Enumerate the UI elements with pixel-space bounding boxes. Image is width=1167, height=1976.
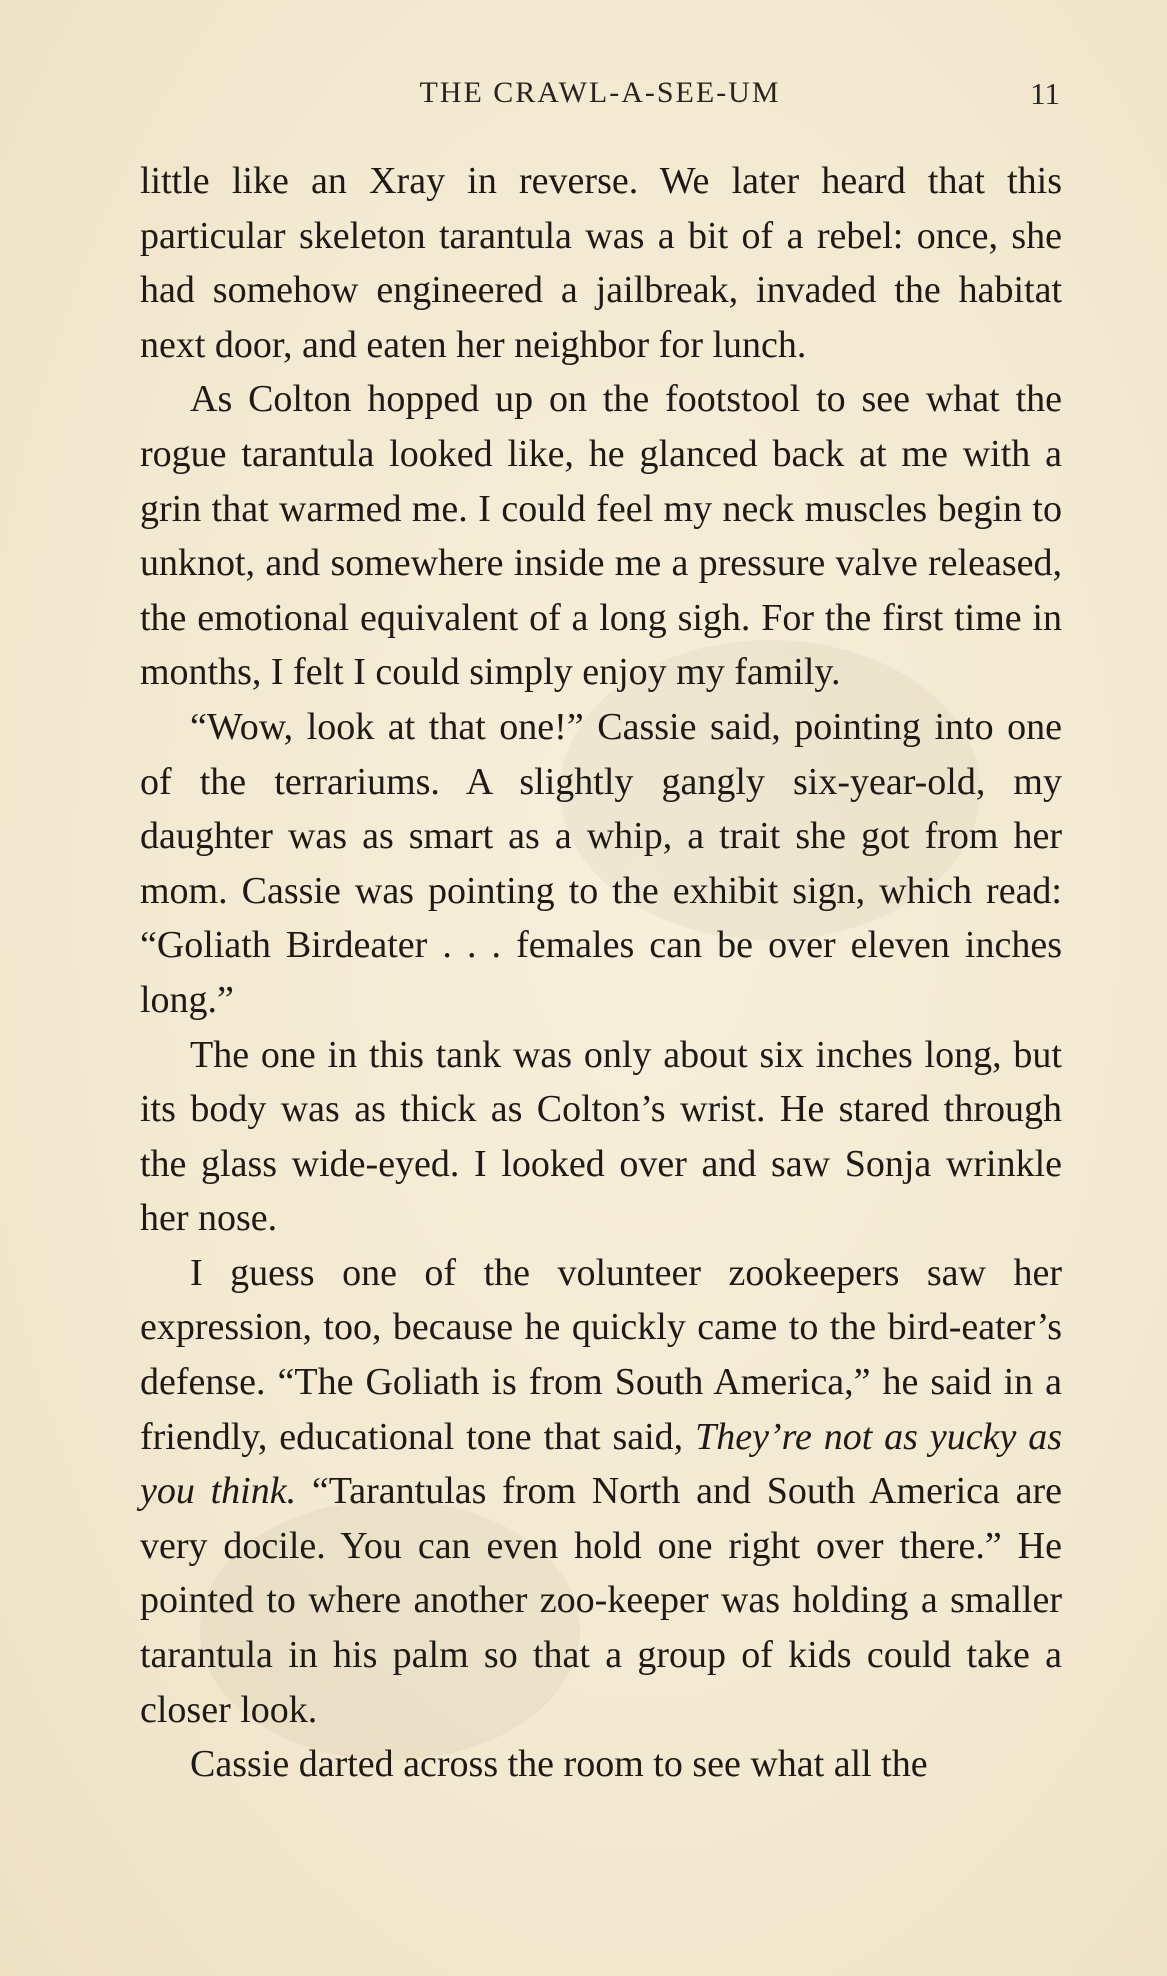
- paragraph-text: “Tarantulas from North and South America are very docile. You can even hold one right over there.” He pointed to where another zoo-keeper was holding a smaller tarantula in his palm so that a group of kids could take a closer look.: [140, 1470, 1062, 1731]
- page-number: 11: [1030, 76, 1060, 111]
- paragraph: “Wow, look at that one!” Cassie said, pointing into one of the terrariums. A slightly gangly six-year-old, my daughter was as smart as a whip, a trait she got from her mom. Cassie was pointing to the exhibit sign, which read: “Goliath Birdeater . . . females can be over eleven inches long.”: [140, 705, 1062, 1021]
- italic-phrase: They’re not as yucky as you think.: [140, 1415, 1063, 1513]
- paragraph: Cassie darted across the room to see what all the: [190, 1743, 928, 1786]
- page-header: [140, 72, 1060, 122]
- running-head: THE CRAWL-A-SEE-UM: [419, 76, 781, 109]
- paragraph: As Colton hopped up on the footstool to see what the rogue tarantula looked like, he glanced back at me with a grin that warmed me. I could feel my neck muscles begin to unknot, and somewhere inside me a pressure valve released, the emotional equivalent of a long sigh. For the first time in months, I felt I could simply enjoy my family.: [140, 378, 1062, 694]
- paragraph-text: I guess one of the volunteer zookeepers saw her expression, too, because he quickly came to the bird-eater’s defense. “The Goliath is from South America,” he said in a friendly, educational tone that said,: [140, 1251, 1062, 1458]
- paragraph: [140, 1246, 1062, 1737]
- body-text: [140, 154, 1062, 1792]
- paragraph: The one in this tank was only about six inches long, but its body was as thick as Colton’s wrist. He stared through the glass wide-eyed. I looked over and saw Sonja wrinkle her nose.: [140, 1033, 1062, 1240]
- paragraph: little like an Xray in reverse. We later heard that this particular skeleton tarantula was a bit of a rebel: once, she had somehow engineered a jailbreak, invaded the habitat next door, and eaten her neighbor for lunch.: [140, 160, 1062, 366]
